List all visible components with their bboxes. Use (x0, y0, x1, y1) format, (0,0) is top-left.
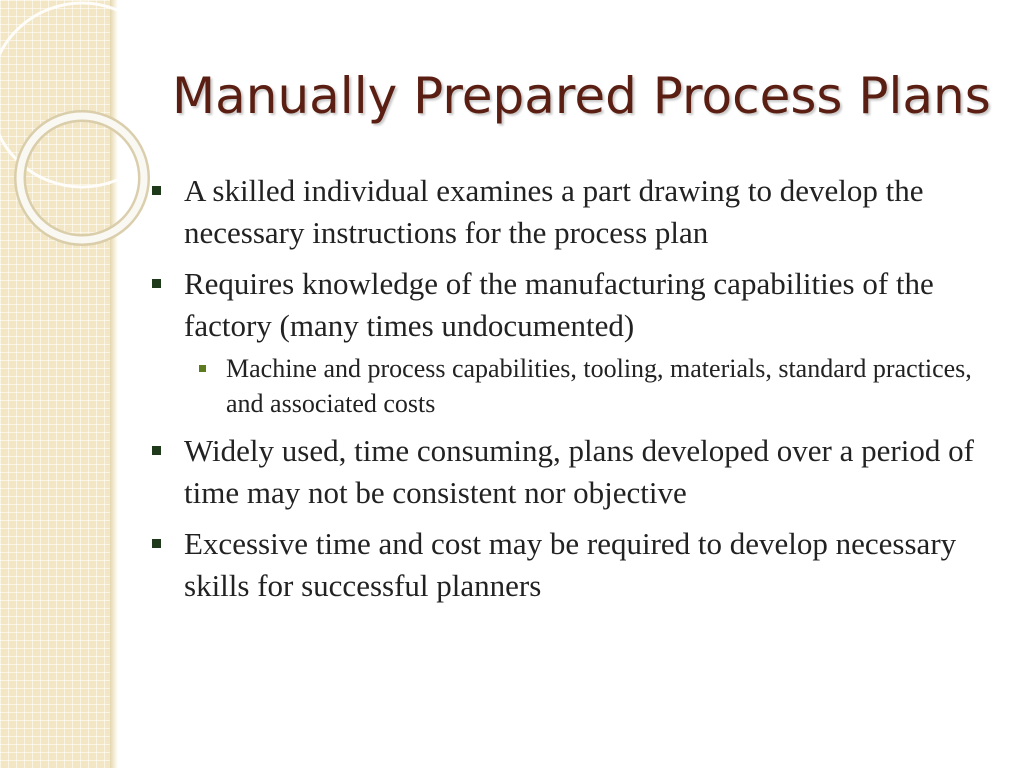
slide-title: Manually Prepared Process Plans (172, 67, 991, 125)
square-bullet-icon (152, 279, 161, 288)
sub-bullet-item (184, 351, 1000, 421)
square-sub-bullet-icon (199, 365, 206, 372)
bullet-text: A skilled individual examines a part drawing to develop the necessary instructions for the process plan (184, 173, 924, 250)
square-bullet-icon (152, 186, 161, 195)
square-bullet-icon (152, 539, 161, 548)
sub-bullet-text: Machine and process capabilities, tooling, materials, standard practices, and associated costs (226, 354, 972, 418)
sub-bullet-list (184, 351, 1000, 421)
bullet-text: Requires knowledge of the manufacturing capabilities of the factory (many times undocumented) (184, 266, 934, 343)
bullet-item (150, 523, 1000, 607)
decorative-rings (0, 0, 150, 260)
bullet-item (150, 430, 1000, 514)
decorative-ring-small (20, 116, 144, 240)
square-bullet-icon (152, 446, 161, 455)
bullet-item (150, 170, 1000, 254)
bullet-list (150, 170, 1000, 616)
bullet-text: Widely used, time consuming, plans developed over a period of time may not be consistent nor objective (184, 433, 974, 510)
bullet-text: Excessive time and cost may be required to develop necessary skills for successful planners (184, 526, 957, 603)
bullet-item (150, 263, 1000, 421)
